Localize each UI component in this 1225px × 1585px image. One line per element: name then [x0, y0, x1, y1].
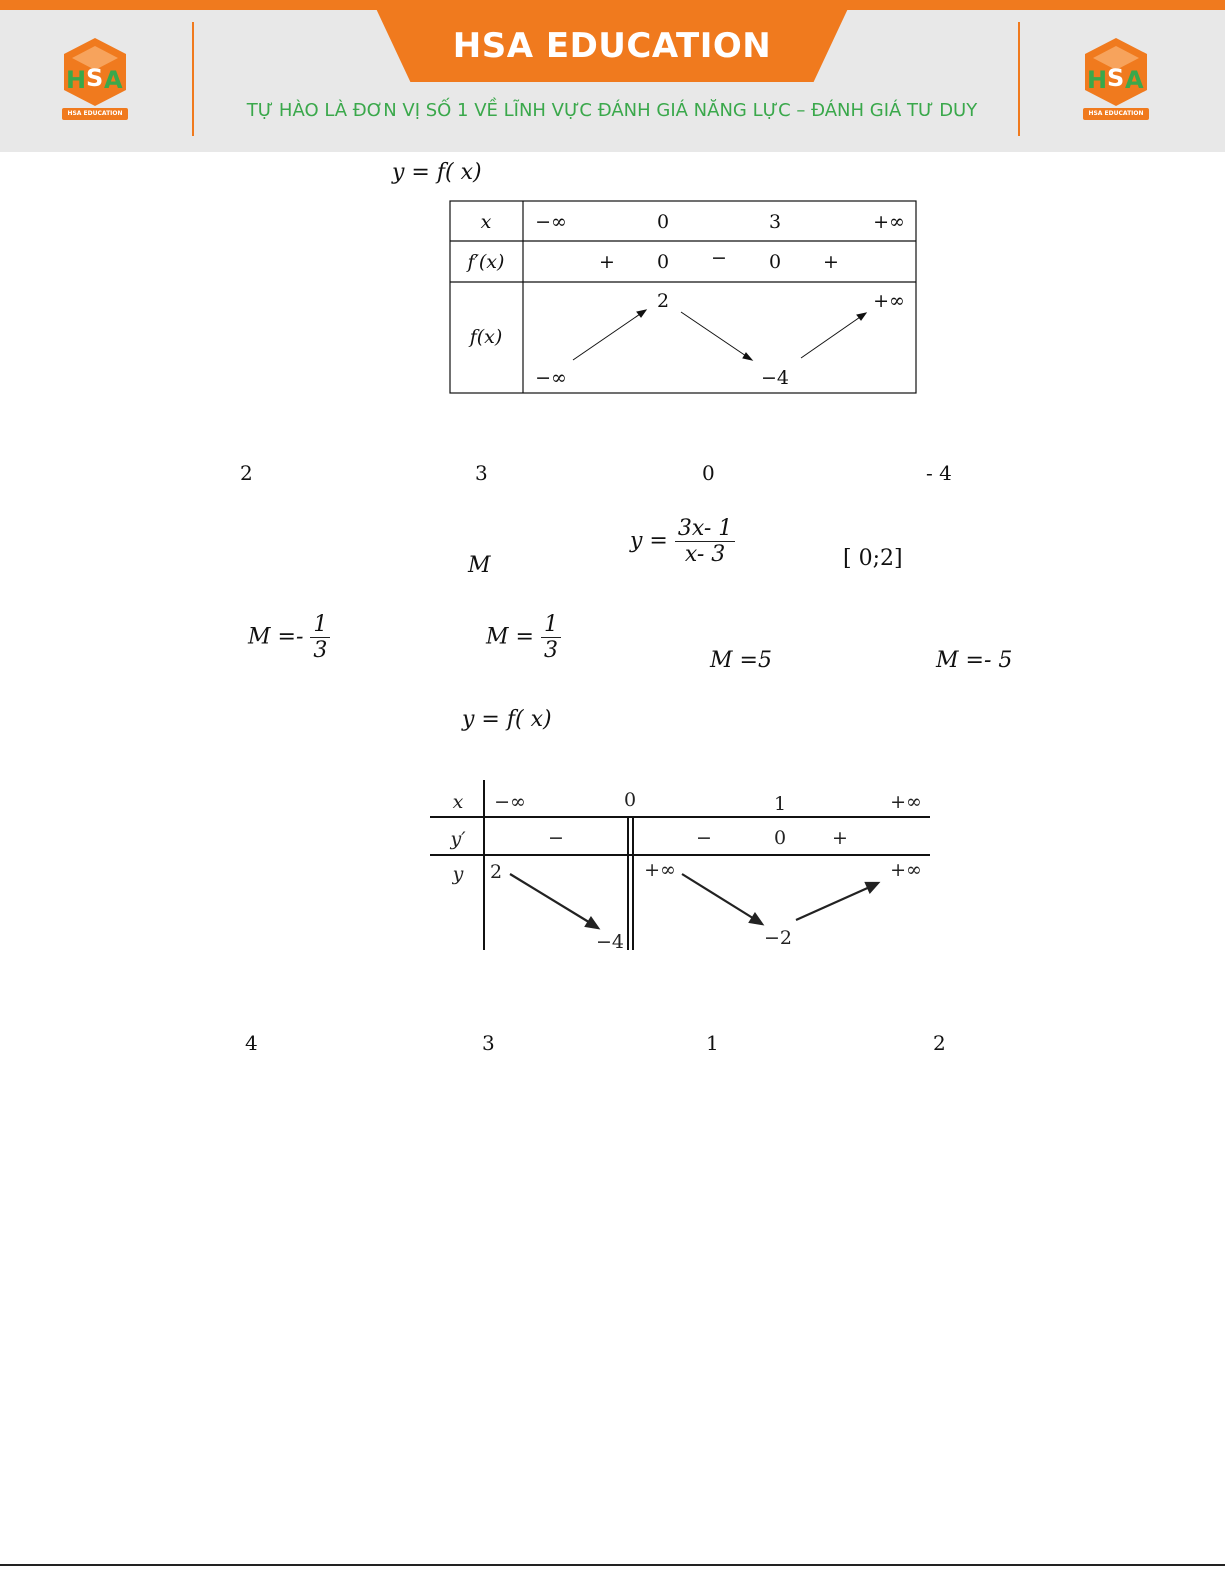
svg-text:A: A: [104, 66, 123, 94]
logo-caption: HSA EDUCATION: [1083, 108, 1149, 120]
q3-sign: −: [696, 827, 712, 849]
q1-f-value: −4: [760, 367, 790, 389]
q1-arrow-up: [801, 315, 863, 358]
q2-option-a-num: 1: [310, 612, 330, 638]
svg-text:S: S: [86, 64, 104, 92]
svg-text:S: S: [1107, 64, 1125, 92]
q1-sign: 0: [656, 251, 670, 273]
q1-arrow-up: [573, 312, 643, 360]
q1-row-label-fprime: f′(x): [467, 251, 505, 273]
q3-y-value: 2: [489, 861, 503, 883]
q2-option-d: M =- 5: [936, 648, 1013, 673]
q2-function-lhs: y =: [630, 528, 668, 554]
q2-option-c: M =5: [710, 648, 772, 673]
footer-line: [0, 1564, 1225, 1566]
header-divider-left: [192, 22, 194, 136]
q2-interval: [ 0;2]: [843, 546, 903, 571]
brand-title: HSA EDUCATION: [452, 26, 772, 66]
q2-option-a-den: 3: [313, 638, 328, 663]
q3-arrow-up: [796, 886, 872, 920]
q1-sign: +: [823, 251, 839, 273]
q3-row-label-x: x: [452, 791, 464, 813]
q2-variable: M: [468, 553, 491, 578]
q1-x-value: +∞: [873, 211, 905, 233]
q2-denominator: x- 3: [684, 542, 726, 567]
q3-option-b: 3: [482, 1031, 495, 1055]
q2-option-a-lhs: M =-: [248, 624, 304, 650]
hsa-logo-right: [1081, 36, 1151, 122]
q1-f-value: 2: [656, 290, 670, 312]
q2-option-a-fraction: [310, 612, 330, 663]
q3-row-label-y: y: [452, 863, 464, 885]
q3-arrow-down: [510, 874, 592, 924]
q3-option-c: 1: [706, 1031, 719, 1055]
q2-function-fraction: [675, 516, 735, 567]
q3-y-value: +∞: [644, 859, 676, 881]
q1-f-value: +∞: [873, 290, 905, 312]
q1-option-c: 0: [702, 461, 715, 485]
q3-function: y = f( x): [462, 707, 552, 732]
q3-variation-table: [420, 770, 934, 960]
page-header: [0, 0, 1225, 152]
q1-option-a: 2: [240, 461, 253, 485]
q2-function: [630, 516, 735, 567]
q3-row-label-yprime: y′: [450, 828, 466, 850]
q1-function: y = f( x): [392, 160, 482, 185]
q2-option-b-lhs: M =: [486, 624, 534, 650]
q1-x-value: 3: [768, 211, 782, 233]
q3-arrow-down: [682, 874, 756, 920]
q1-sign: −: [711, 247, 727, 269]
svg-text:A: A: [1125, 66, 1144, 94]
q3-option-d: 2: [933, 1031, 946, 1055]
q1-variation-table: [449, 200, 919, 396]
logo-caption: HSA EDUCATION: [62, 108, 128, 120]
q1-sign: 0: [768, 251, 782, 273]
q1-x-value: 0: [656, 211, 670, 233]
q1-option-b: 3: [475, 461, 488, 485]
q1-x-value: −∞: [535, 211, 567, 233]
q3-sign: 0: [773, 827, 787, 849]
q3-option-a: 4: [245, 1031, 258, 1055]
q3-x-value: 1: [773, 793, 787, 815]
svg-text:H: H: [66, 66, 87, 94]
q2-option-b-den: 3: [543, 638, 558, 663]
q2-option-a: [248, 612, 330, 663]
hsa-logo-icon: [1081, 36, 1151, 108]
header-divider-right: [1018, 22, 1020, 136]
q1-row-label-x: x: [480, 211, 492, 233]
q3-y-value: −4: [595, 931, 625, 953]
svg-text:H: H: [1087, 66, 1108, 94]
q3-y-value: −2: [763, 927, 793, 949]
q1-row-label-f: f(x): [469, 326, 503, 348]
q2-option-b: [486, 612, 561, 663]
q1-option-d: - 4: [926, 461, 952, 485]
brand-tagline: TỰ HÀO LÀ ĐƠN VỊ SỐ 1 VỀ LĨNH VỰC ĐÁNH GIÁ NĂNG LỰC – ĐÁNH GIÁ TƯ DUY: [246, 100, 978, 121]
q2-numerator: 3x- 1: [675, 516, 735, 542]
q3-y-value: +∞: [890, 859, 922, 881]
q3-x-value: −∞: [494, 791, 526, 813]
q3-sign: −: [548, 827, 564, 849]
q2-option-b-num: 1: [541, 612, 561, 638]
q3-x-value: 0: [623, 789, 637, 811]
q3-x-value: +∞: [890, 791, 922, 813]
q3-sign: +: [832, 827, 848, 849]
q1-arrow-down: [681, 312, 749, 358]
hsa-logo-icon: [60, 36, 130, 108]
q1-f-value: −∞: [535, 367, 567, 389]
q2-option-b-fraction: [541, 612, 561, 663]
q1-sign: +: [599, 251, 615, 273]
hsa-logo-left: [60, 36, 130, 122]
